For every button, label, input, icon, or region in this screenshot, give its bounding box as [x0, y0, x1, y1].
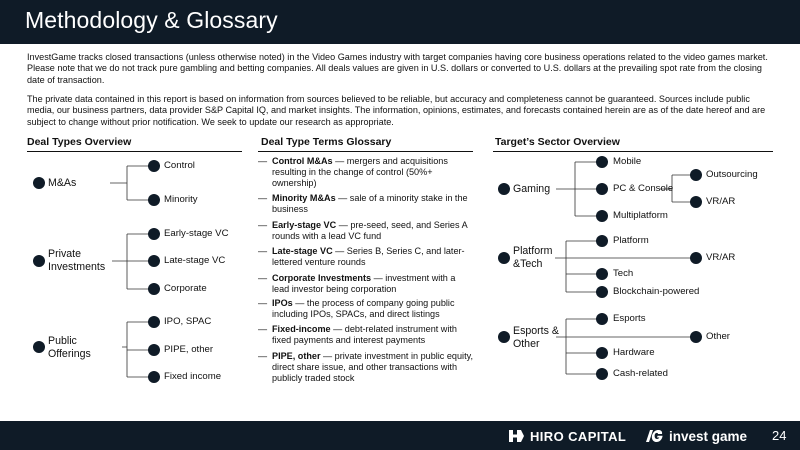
- glossary-item: — Corporate Investments — investment with a lead investor being corporation: [258, 273, 456, 295]
- sectors-title: Target’s Sector Overview: [495, 136, 620, 148]
- sector-mobile: Mobile: [613, 156, 642, 167]
- multiplatform-dot: [596, 210, 608, 222]
- intro-paragraph-2: The private data contained in this report is based on information from sources believed to be reliable, but accuracy and completeness cannot be guaranteed. Sources include public media, our business partners, data provider S&P Capital IQ, and market insights. The information, opinions, estimates, and forecasts contained herein are as of the date hereof and are subject to change without prior notification. We seek to update our research as appropriate.: [27, 94, 766, 127]
- hardware-dot: [596, 347, 608, 359]
- gaming-dot: [498, 183, 510, 195]
- sector-esports: Esports: [613, 313, 646, 324]
- footer-bar: [0, 421, 800, 450]
- pipe-dot: [148, 344, 160, 356]
- sector-multiplatform: Multiplatform: [613, 210, 668, 221]
- sector-blockchain: Blockchain-powered: [613, 286, 700, 297]
- glossary-item: — Control M&As — mergers and acquisitions resulting in the change of control (50%+ ownership): [258, 156, 448, 189]
- sector-cash-related: Cash-related: [613, 368, 668, 379]
- page-title: Methodology & Glossary: [25, 7, 278, 33]
- sector-outsourcing: Outsourcing: [706, 169, 758, 180]
- group-ma: M&As: [48, 177, 77, 189]
- cash-related-dot: [596, 368, 608, 380]
- other-dot: [690, 331, 702, 343]
- leaf-pipe: PIPE, other: [164, 344, 214, 355]
- investgame-wordmark: invest game: [669, 428, 748, 444]
- public-dot: [33, 341, 45, 353]
- platform-tech-dot: [498, 252, 510, 264]
- leaf-fixed-income: Fixed income: [164, 371, 222, 382]
- leaf-control: Control: [164, 160, 195, 171]
- control-dot: [148, 160, 160, 172]
- hiro-mark-icon: [508, 429, 525, 443]
- outsourcing-dot: [690, 169, 702, 181]
- minority-dot: [148, 194, 160, 206]
- intro-paragraph-1: InvestGame tracks closed transactions (unless otherwise noted) in the Video Games industry with target companies having core business operations related to the video games market. Please note that we do not track pure gambling and betting companies. All deals values are given in U.S. dollars or converted to U.S. dollars at the prevailing spot rate from the closing date of transaction.: [27, 52, 768, 85]
- leaf-minority: Minority: [164, 194, 198, 205]
- private-dot: [33, 255, 45, 267]
- glossary-item: — Fixed-income — debt-related instrument with fixed payments and interest payments: [258, 324, 457, 346]
- sector-tech: Tech: [613, 268, 634, 279]
- ma-dot: [33, 177, 45, 189]
- glossary-title: Deal Type Terms Glossary: [261, 136, 392, 148]
- sector-platform: Platform: [613, 235, 649, 246]
- page-number: 24: [772, 428, 787, 443]
- fixed-income-dot: [148, 371, 160, 383]
- mobile-dot: [596, 156, 608, 168]
- group-private: Private Investments: [48, 248, 106, 273]
- hiro-capital-logo: [508, 428, 626, 444]
- sector-gaming: Gaming: [513, 183, 551, 195]
- corporate-dot: [148, 283, 160, 295]
- esports-dot: [596, 313, 608, 325]
- gaming-vrar-dot: [690, 196, 702, 208]
- platform-dot: [596, 235, 608, 247]
- leaf-late-vc: Late-stage VC: [164, 255, 226, 266]
- sector-platform-tech: Platform &Tech: [513, 245, 553, 270]
- glossary-item: — IPOs — the process of company going public including IPOs, SPACs, and direct listings: [258, 298, 455, 320]
- pc-console-dot: [596, 183, 608, 195]
- glossary-item: — Early-stage VC — pre-seed, seed, and Series A rounds with a lead VC fund: [258, 220, 468, 242]
- sector-pc-console: PC & Console: [613, 183, 674, 194]
- group-public: Public Offerings: [48, 335, 91, 360]
- blockchain-dot: [596, 286, 608, 298]
- ipo-dot: [148, 316, 160, 328]
- sector-other: Other: [706, 331, 730, 342]
- sector-gaming-vrar: VR/AR: [706, 196, 736, 207]
- deal-types-title: Deal Types Overview: [27, 136, 132, 148]
- hiro-capital-wordmark: HIRO CAPITAL: [530, 428, 627, 444]
- sector-platform-vrar: VR/AR: [706, 252, 736, 263]
- leaf-early-vc: Early-stage VC: [164, 228, 229, 239]
- leaf-corporate: Corporate: [164, 283, 207, 294]
- leaf-ipo: IPO, SPAC: [164, 316, 212, 327]
- glossary-item: — Minority M&As — sale of a minority stake in the business: [258, 193, 468, 215]
- sector-esports-other: Esports & Other: [513, 325, 559, 350]
- late-vc-dot: [148, 255, 160, 267]
- esports-other-dot: [498, 331, 510, 343]
- early-vc-dot: [148, 228, 160, 240]
- platform-vrar-dot: [690, 252, 702, 264]
- investgame-mark-icon: [644, 428, 664, 444]
- sector-hardware: Hardware: [613, 347, 655, 358]
- glossary-item: — PIPE, other — private investment in public equity, direct share issue, and other transactions with publicly traded stock: [258, 351, 473, 384]
- tech-dot: [596, 268, 608, 280]
- investgame-logo: [644, 427, 747, 445]
- glossary-item: — Late-stage VC — Series B, Series C, and later-lettered venture rounds: [258, 246, 465, 268]
